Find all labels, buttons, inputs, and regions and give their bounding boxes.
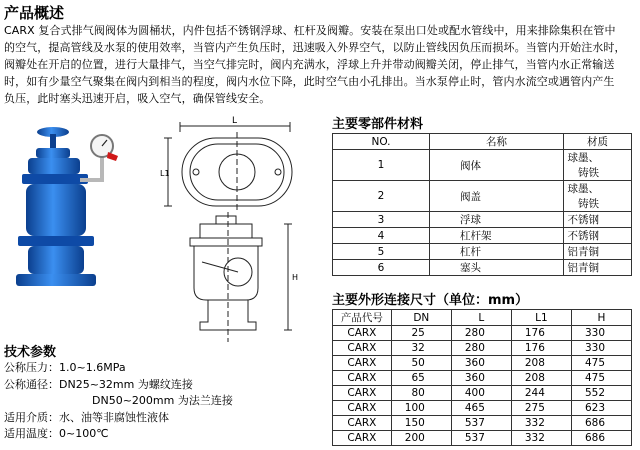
table-row — [333, 386, 632, 401]
parts-no: 1 — [333, 150, 430, 181]
dim-l1: 176 — [511, 326, 571, 341]
dim-l1: 275 — [511, 401, 571, 416]
dim-code: CARX — [333, 416, 392, 431]
overview-line: CARX 复合式排气阀阀体为圆桶状，内件包括不锈钢浮球、杠杆及阀瓣。安装在泵出口处或配水管线中，用来排除集积在管中 — [4, 24, 616, 37]
dimensions-title: 主要外形连接尺寸（单位：mm） — [332, 293, 529, 308]
dim-l1: 332 — [511, 416, 571, 431]
dim-code: CARX — [333, 326, 392, 341]
table-row — [333, 356, 632, 371]
parts-name: 阀盖 — [430, 181, 564, 212]
dim-l1: 208 — [511, 371, 571, 386]
param-pressure: 公称压力：1.0~1.6MPa — [4, 361, 126, 374]
dim-h: 475 — [571, 356, 631, 371]
overview-title: 产品概述 — [4, 4, 65, 22]
dim-code: CARX — [333, 341, 392, 356]
parts-material: 铝青铜 — [564, 244, 632, 260]
dim-h: 475 — [571, 371, 631, 386]
dim-l: 280 — [451, 326, 511, 341]
dim-header-code: 产品代号 — [333, 310, 392, 326]
dim-dn: 100 — [391, 401, 451, 416]
parts-no: 2 — [333, 181, 430, 212]
param-medium: 适用介质：水、油等非腐蚀性液体 — [4, 410, 169, 424]
table-row — [333, 244, 632, 260]
params-title: 技术参数 — [4, 345, 57, 360]
dim-header-l1: L1 — [511, 310, 571, 326]
dimension-label-h: H — [292, 273, 299, 282]
dim-h: 552 — [571, 386, 631, 401]
dim-dn: 65 — [391, 371, 451, 386]
parts-header-material: 材质 — [564, 134, 632, 150]
dim-header-dn: DN — [391, 310, 451, 326]
dim-h: 686 — [571, 416, 631, 431]
table-row — [333, 260, 632, 276]
valve-technical-drawing — [160, 112, 310, 362]
dim-l: 537 — [451, 416, 511, 431]
dim-code: CARX — [333, 356, 392, 371]
parts-no: 5 — [333, 244, 430, 260]
dim-l1: 332 — [511, 431, 571, 446]
table-row — [333, 150, 632, 181]
param-temperature: 适用温度：0~100℃ — [4, 427, 109, 440]
table-row — [333, 371, 632, 386]
dim-code: CARX — [333, 386, 392, 401]
dim-code: CARX — [333, 371, 392, 386]
dim-header-l: L — [451, 310, 511, 326]
valve-photo — [8, 120, 138, 300]
parts-no: 6 — [333, 260, 430, 276]
dim-dn: 150 — [391, 416, 451, 431]
parts-material: 球墨、铸铁 — [564, 181, 632, 212]
parts-material: 不锈钢 — [564, 212, 632, 228]
dim-h: 686 — [571, 431, 631, 446]
table-row — [333, 212, 632, 228]
parts-header-no: NO. — [333, 134, 430, 150]
parts-no: 3 — [333, 212, 430, 228]
dimensions-header-row — [333, 310, 632, 326]
dim-h: 623 — [571, 401, 631, 416]
parts-name: 浮球 — [430, 212, 564, 228]
param-diameter-flanged: DN50~200mm 为法兰连接 — [92, 394, 233, 407]
parts-header-row — [333, 134, 632, 150]
table-row — [333, 341, 632, 356]
dim-l: 360 — [451, 371, 511, 386]
params-list — [4, 360, 233, 443]
dim-header-h: H — [571, 310, 631, 326]
parts-table — [332, 133, 632, 276]
dim-dn: 25 — [391, 326, 451, 341]
dim-l1: 208 — [511, 356, 571, 371]
overview-line: 阀瓣处在开启的位置，进行大量排气，当空气排完时，阀内充满水，浮球上升并带动阀瓣关闭，停止排气，当管内水正常输送 — [4, 58, 615, 71]
overview-paragraph — [4, 22, 636, 107]
dim-dn: 50 — [391, 356, 451, 371]
dim-h: 330 — [571, 341, 631, 356]
dim-l: 537 — [451, 431, 511, 446]
table-row — [333, 181, 632, 212]
parts-material: 不锈钢 — [564, 228, 632, 244]
parts-material: 铝青铜 — [564, 260, 632, 276]
table-row — [333, 416, 632, 431]
parts-header-name: 名称 — [430, 134, 564, 150]
param-diameter-threaded: 公称通径：DN25~32mm 为螺纹连接 — [4, 377, 193, 391]
dim-l: 280 — [451, 341, 511, 356]
parts-name: 杠杆 — [430, 244, 564, 260]
table-row — [333, 326, 632, 341]
dimensions-table — [332, 309, 632, 446]
dim-l1: 244 — [511, 386, 571, 401]
parts-title: 主要零部件材料 — [332, 117, 424, 132]
dim-code: CARX — [333, 431, 392, 446]
table-row — [333, 228, 632, 244]
parts-name: 杠杆架 — [430, 228, 564, 244]
dimension-label-l1: L1 — [160, 169, 170, 178]
overview-line: 时，如有少量空气聚集在阀内到相当的程度，阀内水位下降，此时空气由小孔排出。当水泵停止时，管内水流空或遇管内产生 — [4, 75, 615, 88]
dim-l: 400 — [451, 386, 511, 401]
overview-line: 的空气，提高管线及水泵的使用效率，当管内产生负压时，迅速吸入外界空气，以防止管线因负压而损坏。当管内开始注水时， — [4, 41, 626, 54]
dim-l1: 176 — [511, 341, 571, 356]
dim-l: 465 — [451, 401, 511, 416]
overview-line: 负压，此时塞头迅速开启，吸入空气，确保管线安全。 — [4, 92, 271, 105]
parts-name: 塞头 — [430, 260, 564, 276]
table-row — [333, 401, 632, 416]
parts-material: 球墨、铸铁 — [564, 150, 632, 181]
dim-h: 330 — [571, 326, 631, 341]
dim-dn: 200 — [391, 431, 451, 446]
dim-dn: 32 — [391, 341, 451, 356]
dimension-label-l: L — [232, 116, 238, 126]
dim-l: 360 — [451, 356, 511, 371]
parts-name: 阀体 — [430, 150, 564, 181]
table-row — [333, 431, 632, 446]
dim-dn: 80 — [391, 386, 451, 401]
parts-no: 4 — [333, 228, 430, 244]
dim-code: CARX — [333, 401, 392, 416]
